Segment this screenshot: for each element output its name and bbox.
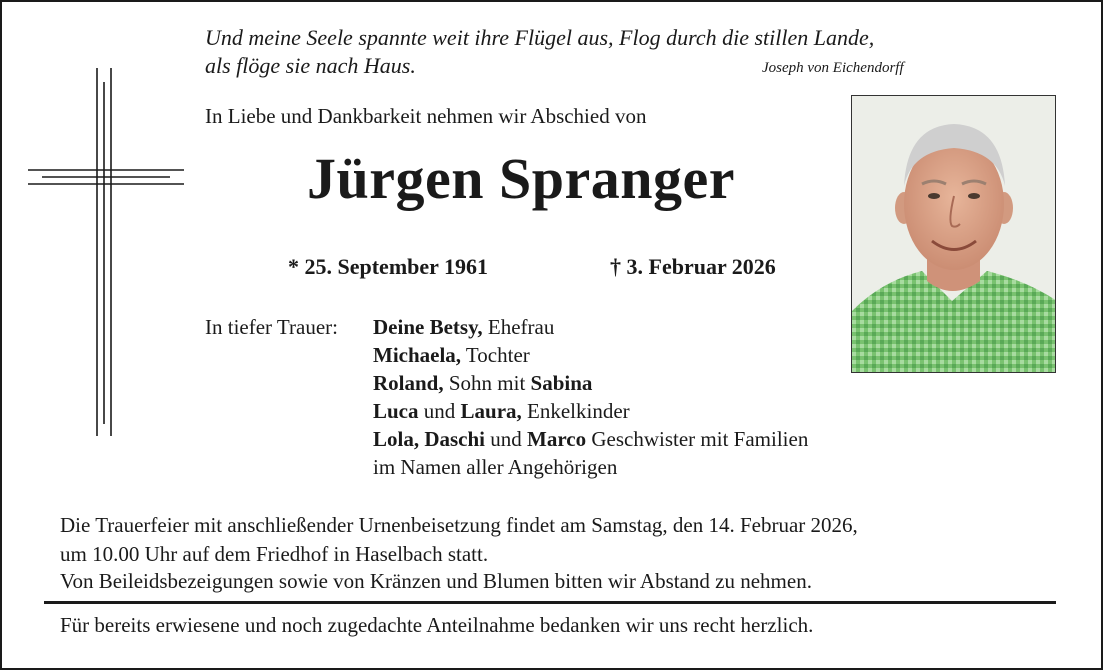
mourner-row [373, 425, 808, 453]
mourner-name: Lola, Daschi [373, 427, 486, 451]
mourners-label: In tiefer Trauer: [205, 315, 338, 339]
mourner-name: Luca [373, 399, 419, 423]
mourner-row [373, 453, 808, 481]
mourner-name: Marco [527, 427, 587, 451]
farewell-intro: In Liebe und Dankbarkeit nehmen wir Abschied von [205, 104, 647, 128]
deceased-name: Jürgen Spranger [307, 146, 735, 211]
mourner-relation: Enkelkinder [521, 399, 630, 423]
mourner-relation: Tochter [461, 343, 530, 367]
mourner-name: Laura, [460, 399, 522, 423]
death-date: † 3. Februar 2026 [610, 254, 776, 279]
ceremony-line-2: um 10.00 Uhr auf dem Friedhof in Haselbach statt. [60, 542, 489, 566]
mourner-relation: Ehefrau [482, 315, 555, 339]
mourner-row [373, 313, 808, 341]
mourner-relation: und [418, 399, 461, 423]
mourners-list [373, 313, 808, 481]
mourner-relation: im Namen aller Angehörigen [373, 455, 618, 479]
mourner-relation: Geschwister mit Familien [586, 427, 809, 451]
ceremony-line-1: Die Trauerfeier mit anschließender Urnenbeisetzung findet am Samstag, den 14. Februar 2026, [60, 513, 858, 537]
mourner-relation: Sohn mit [443, 371, 531, 395]
mourner-name: Roland, [373, 371, 444, 395]
mourner-row [373, 341, 808, 369]
quote-line-2: als flöge sie nach Haus. [205, 53, 416, 78]
quote-author: Joseph von Eichendorff [762, 60, 904, 76]
divider-rule [44, 601, 1056, 604]
mourner-name: Sabina [530, 371, 593, 395]
ceremony-line-3: Von Beileidsbezeigungen sowie von Kränzen und Blumen bitten wir Abstand zu nehmen. [60, 569, 812, 593]
cross-icon [24, 64, 188, 440]
quote-line-1: Und meine Seele spannte weit ihre Flügel aus, Flog durch die stillen Lande, [205, 25, 875, 50]
portrait-photo [851, 95, 1056, 373]
mourner-relation: und [485, 427, 528, 451]
birth-date: * 25. September 1961 [288, 254, 489, 279]
mourner-name: Deine Betsy, [373, 315, 483, 339]
mourner-row [373, 397, 808, 425]
mourner-row [373, 369, 808, 397]
mourner-name: Michaela, [373, 343, 462, 367]
thanks-line: Für bereits erwiesene und noch zugedachte Anteilnahme bedanken wir uns recht herzlich. [60, 613, 814, 637]
